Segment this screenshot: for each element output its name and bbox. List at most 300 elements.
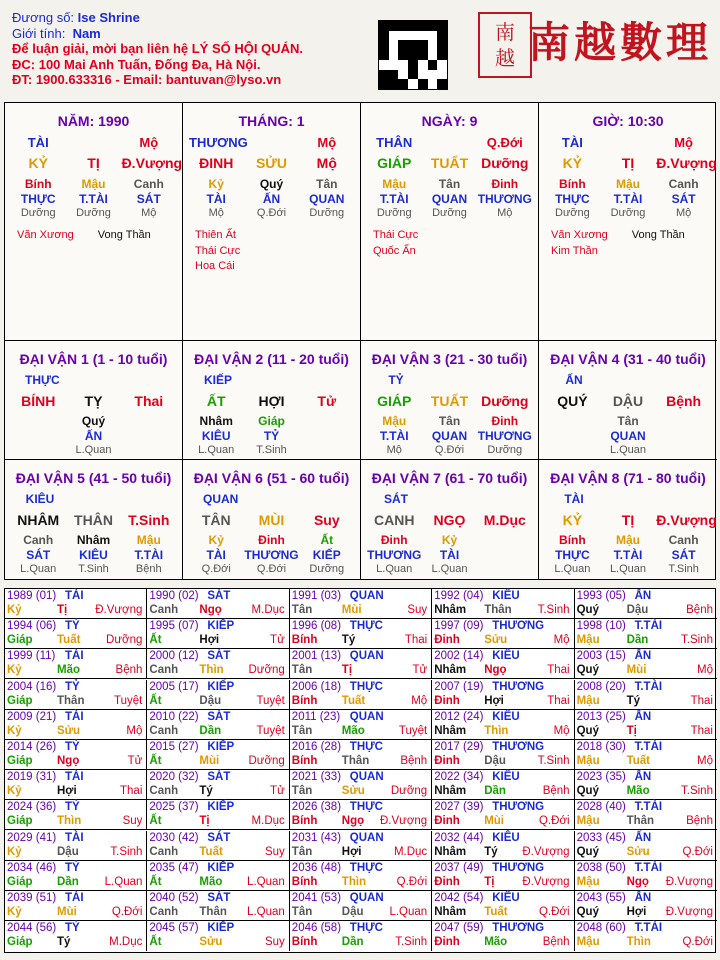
year-cell[interactable]	[432, 770, 574, 800]
year-star: TÀI	[65, 831, 84, 844]
year-cell[interactable]	[432, 861, 574, 891]
dai-van-god-row	[11, 548, 176, 562]
year-star: THƯƠNG	[492, 801, 545, 814]
dai-van-stem-row	[367, 393, 532, 409]
year-branch: Sửu	[484, 634, 508, 647]
dai-van-star: TỶ	[388, 373, 404, 387]
dai-van-hidden-row-0: Canh	[23, 533, 54, 547]
dai-van-cell[interactable]	[183, 341, 361, 460]
year-phase: Q.Đới	[682, 936, 713, 949]
year-cell[interactable]	[575, 589, 717, 619]
dai-van-hidden-row-2: Mậu	[136, 533, 161, 547]
year-label: 2038 (50)	[576, 861, 626, 874]
year-cell[interactable]	[147, 649, 289, 679]
phase-row	[367, 207, 532, 219]
year-star: SÁT	[207, 771, 231, 784]
year-phase: Mộ	[411, 694, 428, 707]
year-cell[interactable]	[5, 800, 147, 830]
year-stem: Đinh	[434, 694, 460, 707]
year-branch: Tý	[341, 634, 356, 647]
year-label: 2017 (29)	[434, 741, 484, 753]
year-branch: Tị	[484, 875, 495, 888]
year-label: 2026 (38)	[291, 801, 342, 814]
dai-van-phase-row	[367, 563, 532, 575]
year-cell[interactable]	[5, 589, 147, 619]
year-phase: Tử	[412, 664, 428, 677]
year-stem: Giáp	[7, 815, 33, 828]
dai-van-god-row-1: KIÊU	[79, 548, 108, 562]
year-cell[interactable]	[432, 891, 574, 921]
year-label: 2006 (18)	[291, 680, 342, 693]
year-cell[interactable]	[432, 649, 574, 679]
year-stem: Bính	[291, 694, 318, 707]
year-phase: Suy	[264, 936, 285, 949]
year-branch: Sửu	[626, 845, 650, 858]
year-cell[interactable]	[147, 710, 289, 740]
year-cell[interactable]	[290, 861, 432, 891]
year-cell[interactable]	[432, 831, 574, 861]
year-label: 2019 (31)	[7, 771, 57, 784]
year-star: KIẾP	[207, 801, 235, 814]
year-star: ẤN	[634, 771, 652, 784]
dai-van-phase-row-2	[656, 444, 711, 456]
dai-van-hidden-row-1: Đinh	[258, 533, 285, 547]
year-cell[interactable]	[432, 680, 574, 710]
year-phase: Tử	[270, 634, 285, 647]
hidden-god-row	[367, 192, 532, 206]
year-star: TỶ	[65, 741, 80, 753]
dai-van-hidden-row-2	[122, 414, 176, 428]
dai-van-star: QUAN	[203, 492, 239, 506]
year-phase: Tuyệt	[256, 724, 285, 737]
year-cell[interactable]	[5, 619, 147, 649]
year-label: 2032 (44)	[434, 831, 484, 844]
year-cell[interactable]	[290, 710, 432, 740]
dai-van-stem-row-1: THÂN	[74, 512, 113, 528]
pillar-star-row-2: Mộ	[139, 135, 159, 150]
phase-row-1: Q.Đới	[256, 207, 287, 219]
year-cell[interactable]	[290, 680, 432, 710]
red-seal-logo: 南 越	[478, 12, 532, 78]
year-cell[interactable]	[5, 861, 147, 891]
hidden-god-row-1: T.TÀI	[613, 192, 643, 206]
year-phase: Thai	[547, 694, 570, 707]
year-phase: Đ.Vượng	[522, 845, 570, 858]
year-star: TỶ	[65, 680, 80, 693]
note: Thái Cực	[373, 229, 419, 241]
year-phase: Dưỡng	[248, 664, 285, 677]
year-star: SÁT	[207, 650, 231, 663]
dai-van-god-row	[545, 548, 711, 562]
year-cell[interactable]	[290, 770, 432, 800]
pillar-star-row	[11, 135, 176, 150]
year-stem: Mậu	[576, 875, 600, 888]
year-phase: Đ.Vượng	[665, 906, 713, 918]
year-cell[interactable]	[575, 800, 717, 830]
dai-van-phase-row	[545, 563, 711, 575]
pillar-notes	[373, 229, 418, 241]
dai-van-god-row	[189, 429, 354, 443]
dai-van-stem-row-0: QUÝ	[557, 393, 588, 409]
year-label: 1990 (02)	[149, 590, 199, 602]
year-cell[interactable]	[290, 921, 432, 951]
year-cell[interactable]	[5, 649, 147, 679]
year-branch: Hợi	[484, 694, 504, 707]
year-phase: Dưỡng	[106, 634, 143, 647]
dai-van-god-row-2	[122, 429, 176, 443]
dai-van-cell[interactable]	[361, 460, 539, 579]
year-star: T.TÀI	[634, 861, 663, 874]
contact-address: ĐC: 100 Mai Anh Tuấn, Đống Đa, Hà Nội.	[12, 56, 261, 72]
dai-van-god-row-1: QUAN	[431, 429, 468, 443]
year-stem: Canh	[149, 724, 179, 737]
year-stem: Nhâm	[434, 724, 467, 737]
year-branch: Ngọ	[484, 664, 507, 677]
year-phase: T.Sinh	[681, 634, 713, 647]
year-branch: Mùi	[199, 755, 220, 767]
dai-van-hidden-row-1: Kỷ	[441, 533, 458, 547]
year-stem: Quý	[576, 664, 599, 677]
pillar-star-row-0: THÂN	[376, 135, 413, 150]
year-label: 2002 (14)	[434, 650, 484, 663]
year-stem: Mậu	[576, 634, 600, 647]
year-branch: Dậu	[199, 694, 222, 707]
year-label: 2047 (59)	[434, 922, 484, 935]
dai-van-title: ĐẠI VẬN 3 (21 - 30 tuổi)	[371, 351, 528, 367]
dai-van-phase-row-2	[478, 563, 532, 575]
year-cell[interactable]	[575, 680, 717, 710]
year-cell[interactable]	[575, 861, 717, 891]
dai-van-phase-row	[545, 444, 711, 456]
year-label: 1991 (03)	[291, 590, 342, 602]
dai-van-hidden-row-2: Đinh	[491, 414, 519, 428]
year-phase: M.Dục	[251, 815, 285, 828]
year-label: 2018 (30)	[576, 741, 626, 753]
year-phase: Q.Đới	[539, 815, 570, 828]
dai-van-phase-row-1: L.Quan	[609, 444, 647, 456]
dai-van-stem-row-2: Thai	[134, 393, 164, 409]
note: Vong Thần	[97, 229, 151, 241]
dai-van-cell[interactable]	[539, 460, 717, 579]
year-cell[interactable]	[432, 800, 574, 830]
year-cell[interactable]	[432, 589, 574, 619]
dai-van-god-row-0: TÀI	[206, 548, 226, 562]
year-stem: Mậu	[576, 815, 600, 828]
year-cell[interactable]	[147, 680, 289, 710]
year-branch: Ngọ	[341, 815, 365, 828]
year-label: 2015 (27)	[149, 741, 199, 753]
year-cell[interactable]	[147, 891, 289, 921]
year-star: TÀI	[65, 771, 84, 784]
year-star: TỶ	[65, 620, 80, 633]
dai-van-phase-row-2: Dưỡng	[487, 444, 523, 456]
year-star: T.TÀI	[634, 680, 663, 693]
year-label: 2001 (13)	[291, 650, 342, 663]
year-phase: Dưỡng	[390, 785, 428, 798]
year-cell[interactable]	[5, 680, 147, 710]
dai-van-hidden-row-2	[656, 414, 711, 428]
hidden-stem-row-1: Tân	[438, 177, 461, 191]
year-stem: Ất	[149, 634, 162, 647]
phase-row-2: Mộ	[497, 207, 513, 219]
year-branch: Thìn	[341, 875, 367, 888]
year-cell[interactable]	[290, 649, 432, 679]
dai-van-stem-row	[11, 512, 176, 528]
dai-van-stem-row	[11, 393, 176, 409]
year-stem: Tân	[291, 845, 313, 858]
year-star: THƯƠNG	[492, 741, 545, 753]
year-label: 2045 (57)	[149, 922, 199, 935]
year-branch: Tý	[199, 785, 213, 798]
year-cell[interactable]	[5, 710, 147, 740]
contact-phone-email[interactable]: ĐT: 1900.633316 - Email: bantuvan@lyso.vn	[12, 72, 282, 87]
year-stem: Ất	[149, 755, 162, 767]
dai-van-hidden-row-1: Quý	[81, 414, 106, 428]
pillar-stem-row-2: Đ.Vượng	[656, 155, 717, 171]
pillar-star-row-2: Mộ	[317, 135, 337, 150]
year-branch: Mùi	[57, 906, 77, 918]
year-stem: Ất	[149, 936, 162, 949]
year-stem: Giáp	[7, 936, 33, 949]
year-phase: Đ.Vượng	[665, 875, 713, 888]
year-phase: Q.Đới	[539, 906, 570, 918]
year-star: THỰC	[349, 922, 383, 935]
year-stem: Giáp	[7, 694, 33, 707]
pillar-notes-extra	[195, 244, 240, 274]
dai-van-cell[interactable]	[183, 460, 361, 579]
note: Quốc Ấn	[373, 245, 416, 257]
year-label: 2040 (52)	[149, 892, 199, 904]
owner-line	[12, 10, 303, 26]
year-label: 2020 (32)	[149, 771, 199, 784]
year-branch: Thìn	[626, 936, 651, 949]
year-cell[interactable]	[575, 619, 717, 649]
year-branch: Dậu	[57, 845, 79, 858]
year-cell[interactable]	[5, 770, 147, 800]
gender-line	[12, 26, 303, 42]
hidden-stem-row-2: Tân	[316, 177, 338, 191]
hidden-stem-row-0: Bính	[559, 177, 586, 191]
year-star: TÀI	[65, 590, 84, 602]
note: Thái Cực	[195, 245, 241, 257]
year-cell[interactable]	[290, 891, 432, 921]
year-cell[interactable]	[432, 740, 574, 770]
hidden-stem-row-0: Bính	[24, 177, 52, 191]
dai-van-stem-row	[545, 393, 711, 409]
year-star: QUAN	[349, 710, 384, 723]
dai-van-hidden-row-0: Kỷ	[208, 533, 224, 547]
year-phase: Mộ	[697, 755, 713, 767]
pillar-title: THÁNG: 1	[238, 113, 305, 129]
year-cell[interactable]	[5, 740, 147, 770]
dai-van-stem-row	[367, 512, 532, 528]
year-cell[interactable]	[290, 740, 432, 770]
year-cell[interactable]	[147, 589, 289, 619]
year-stem: Đinh	[434, 634, 460, 647]
year-star: THỰC	[349, 680, 383, 693]
phase-row-0: Dưỡng	[376, 207, 412, 219]
year-star: KIÊU	[492, 710, 520, 723]
year-cell[interactable]	[5, 891, 147, 921]
dai-van-cell[interactable]	[539, 341, 717, 460]
hidden-god-row	[189, 192, 354, 206]
dai-van-cell[interactable]	[5, 460, 183, 579]
dai-van-stem-row-2: T.Sinh	[128, 512, 170, 528]
year-cell[interactable]	[147, 740, 289, 770]
qr-code-icon[interactable]	[378, 20, 448, 90]
year-branch: Mão	[57, 664, 80, 677]
year-cell[interactable]	[147, 800, 289, 830]
note: Văn Xương	[551, 229, 608, 241]
dai-van-phase-row-0	[545, 444, 600, 456]
year-stem: Canh	[149, 604, 179, 616]
year-cell[interactable]	[147, 619, 289, 649]
year-star: THƯƠNG	[492, 922, 545, 935]
year-label: 2003 (15)	[576, 650, 626, 663]
year-cell[interactable]	[575, 891, 717, 921]
dai-van-cell[interactable]	[361, 341, 539, 460]
dai-van-title: ĐẠI VẬN 4 (31 - 40 tuổi)	[550, 351, 706, 367]
year-cell[interactable]	[147, 861, 289, 891]
dai-van-phase-row	[189, 563, 354, 575]
pillar-star-row	[367, 135, 532, 150]
year-phase: Thai	[547, 664, 570, 677]
year-star: ẤN	[634, 650, 652, 663]
phase-row	[11, 207, 176, 219]
year-cell[interactable]	[575, 770, 717, 800]
dai-van-hidden-row	[367, 414, 532, 428]
dai-van-hidden-row-1: Nhâm	[76, 533, 111, 547]
year-cell[interactable]	[575, 831, 717, 861]
dai-van-phase-row	[367, 444, 532, 456]
year-branch: Tý	[484, 845, 498, 858]
year-stem: Nhâm	[434, 906, 467, 918]
hidden-stem-row-2: Đinh	[491, 177, 519, 191]
year-branch: Thân	[626, 815, 655, 828]
pillar-cell[interactable]	[539, 103, 717, 341]
dai-van-stem-row-0: TÂN	[201, 512, 231, 528]
year-stem: Mậu	[576, 936, 600, 949]
year-label: 2022 (34)	[434, 771, 484, 784]
dai-van-stem-row-0: ẤT	[206, 393, 226, 409]
year-cell[interactable]	[575, 649, 717, 679]
year-cell[interactable]	[575, 740, 717, 770]
year-cell[interactable]	[147, 831, 289, 861]
year-cell[interactable]	[432, 921, 574, 951]
pillar-notes-extra	[551, 244, 598, 259]
year-branch: Mão	[484, 936, 508, 949]
year-branch: Thìn	[484, 724, 509, 737]
year-cell[interactable]	[290, 619, 432, 649]
dai-van-god-row	[189, 548, 354, 562]
pillar-star-row-0: TÀI	[27, 135, 49, 150]
year-phase: Tử	[127, 755, 143, 767]
year-phase: Bệnh	[686, 604, 713, 616]
phase-row-1: Dưỡng	[610, 207, 646, 219]
pillar-star-row-0: TÀI	[561, 135, 583, 150]
hidden-god-row	[11, 192, 176, 206]
dai-van-title: ĐẠI VẬN 1 (1 - 10 tuổi)	[19, 351, 168, 367]
year-label: 1996 (08)	[291, 620, 342, 633]
year-stem: Giáp	[7, 755, 33, 767]
dai-van-phase-row-2: Bệnh	[135, 563, 162, 575]
pillar-stem-row-2: Đ.Vượng	[121, 155, 183, 171]
dai-van-star: TÀI	[564, 492, 584, 506]
pillar-cell[interactable]	[361, 103, 539, 341]
dai-van-hidden-row-1: Mậu	[615, 533, 640, 547]
year-cell[interactable]	[290, 800, 432, 830]
year-phase: L.Quan	[389, 906, 428, 918]
dai-van-god-row-0: THƯƠNG	[367, 548, 422, 562]
year-star: KIẾP	[207, 620, 235, 633]
hidden-god-row-2: SÁT	[671, 192, 696, 206]
year-label: 2011 (23)	[291, 710, 341, 723]
note: Vong Thần	[631, 229, 685, 241]
pillar-stem-row-0: KỶ	[562, 155, 583, 171]
year-branch: Dần	[199, 724, 222, 737]
year-branch: Tý	[626, 694, 641, 707]
dai-van-phase-row-0: L.Quan	[554, 563, 591, 575]
year-branch: Sửu	[341, 785, 365, 798]
pillar-star-row-1	[244, 135, 298, 150]
year-stem: Giáp	[7, 634, 33, 647]
year-stem: Kỷ	[7, 785, 22, 798]
year-branch: Thìn	[57, 815, 82, 828]
year-branch: Mùi	[626, 664, 647, 677]
year-cell[interactable]	[5, 921, 147, 951]
year-cell[interactable]	[147, 770, 289, 800]
year-cell[interactable]	[432, 619, 574, 649]
year-cell[interactable]	[147, 921, 289, 951]
dai-van-phase-row-1: L.Quan	[609, 563, 647, 575]
year-branch: Mão	[626, 785, 650, 798]
dai-van-hidden-row-0: Đinh	[380, 533, 408, 547]
pillar-cell[interactable]	[183, 103, 361, 341]
dai-van-cell[interactable]	[5, 341, 183, 460]
year-label: 2041 (53)	[291, 892, 342, 904]
year-cell[interactable]	[575, 921, 717, 951]
hidden-stem-row-2: Canh	[133, 177, 164, 191]
phase-row-2: Mộ	[141, 207, 157, 219]
year-cell[interactable]	[432, 710, 574, 740]
year-star: TÀI	[65, 892, 84, 904]
year-phase: Đ.Vượng	[522, 875, 570, 888]
year-phase: T.Sinh	[395, 936, 428, 949]
dai-van-title: ĐẠI VẬN 8 (71 - 80 tuổi)	[550, 470, 706, 486]
hidden-stem-row-2: Canh	[668, 177, 699, 191]
year-cell[interactable]	[575, 710, 717, 740]
dai-van-hidden-row	[545, 414, 711, 428]
dai-van-hidden-row-0: Bính	[559, 533, 586, 547]
dai-van-phase-row-0: Q.Đới	[201, 563, 231, 575]
phase-row-2: Dưỡng	[309, 207, 345, 219]
year-stem: Kỷ	[7, 664, 22, 677]
year-label: 2030 (42)	[149, 831, 199, 844]
phase-row-2: Mộ	[675, 207, 692, 219]
dai-van-hidden-row-1: Tân	[617, 414, 639, 428]
year-label: 1992 (04)	[434, 590, 484, 602]
pillar-cell[interactable]	[5, 103, 183, 341]
dai-van-god-row	[545, 429, 711, 443]
year-cell[interactable]	[290, 831, 432, 861]
year-branch: Ngọ	[626, 875, 649, 888]
dai-van-phase-row	[11, 563, 176, 575]
year-phase: Tuyệt	[256, 694, 285, 707]
year-cell[interactable]	[5, 831, 147, 861]
dai-van-title: ĐẠI VẬN 7 (61 - 70 tuổi)	[371, 470, 528, 486]
year-cell[interactable]	[290, 589, 432, 619]
year-label: 2025 (37)	[149, 801, 199, 814]
